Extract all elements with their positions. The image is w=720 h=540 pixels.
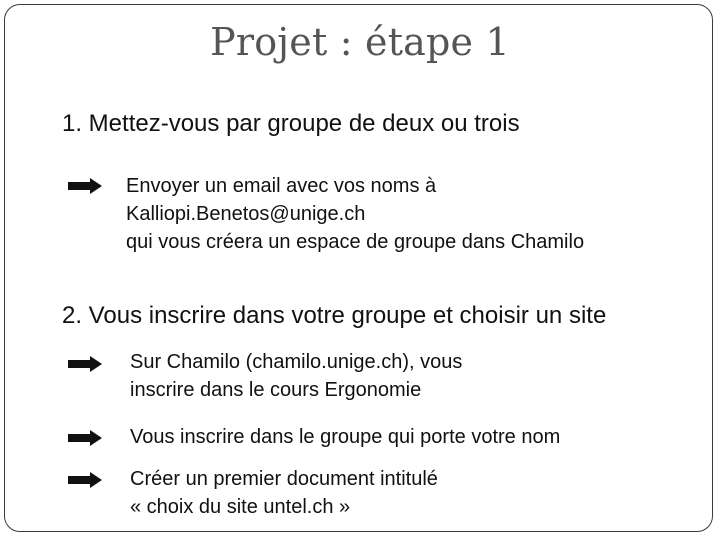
slide-frame	[4, 4, 713, 532]
email-address: Kalliopi.Benetos@unige.ch	[126, 203, 366, 225]
right-arrow-icon	[68, 356, 102, 372]
slide-title: Projet : étape 1	[210, 20, 510, 64]
bullet-line: Créer un premier document intitulé	[130, 468, 438, 490]
step-2-bullet-3	[130, 465, 438, 521]
step-1-bullet-1	[126, 172, 584, 256]
step-2-bullet-2	[130, 423, 560, 451]
right-arrow-icon	[68, 178, 102, 194]
bullet-line: qui vous créera un espace de groupe dans Chamilo	[126, 231, 585, 253]
step-2-bullet-1	[130, 348, 462, 404]
bullet-line: « choix du site untel.ch »	[130, 496, 351, 518]
bullet-line: inscrire dans le cours Ergonomie	[130, 379, 422, 401]
bullet-line: Sur Chamilo (chamilo.unige.ch), vous	[130, 351, 463, 373]
step-2-heading: 2. Vous inscrire dans votre groupe et choisir un site	[62, 302, 607, 329]
bullet-line: Envoyer un email avec vos noms à	[126, 175, 437, 197]
right-arrow-icon	[68, 472, 102, 488]
step-1-heading: 1. Mettez-vous par groupe de deux ou trois	[62, 110, 520, 137]
bullet-line: Vous inscrire dans le groupe qui porte votre nom	[130, 426, 561, 448]
right-arrow-icon	[68, 430, 102, 446]
